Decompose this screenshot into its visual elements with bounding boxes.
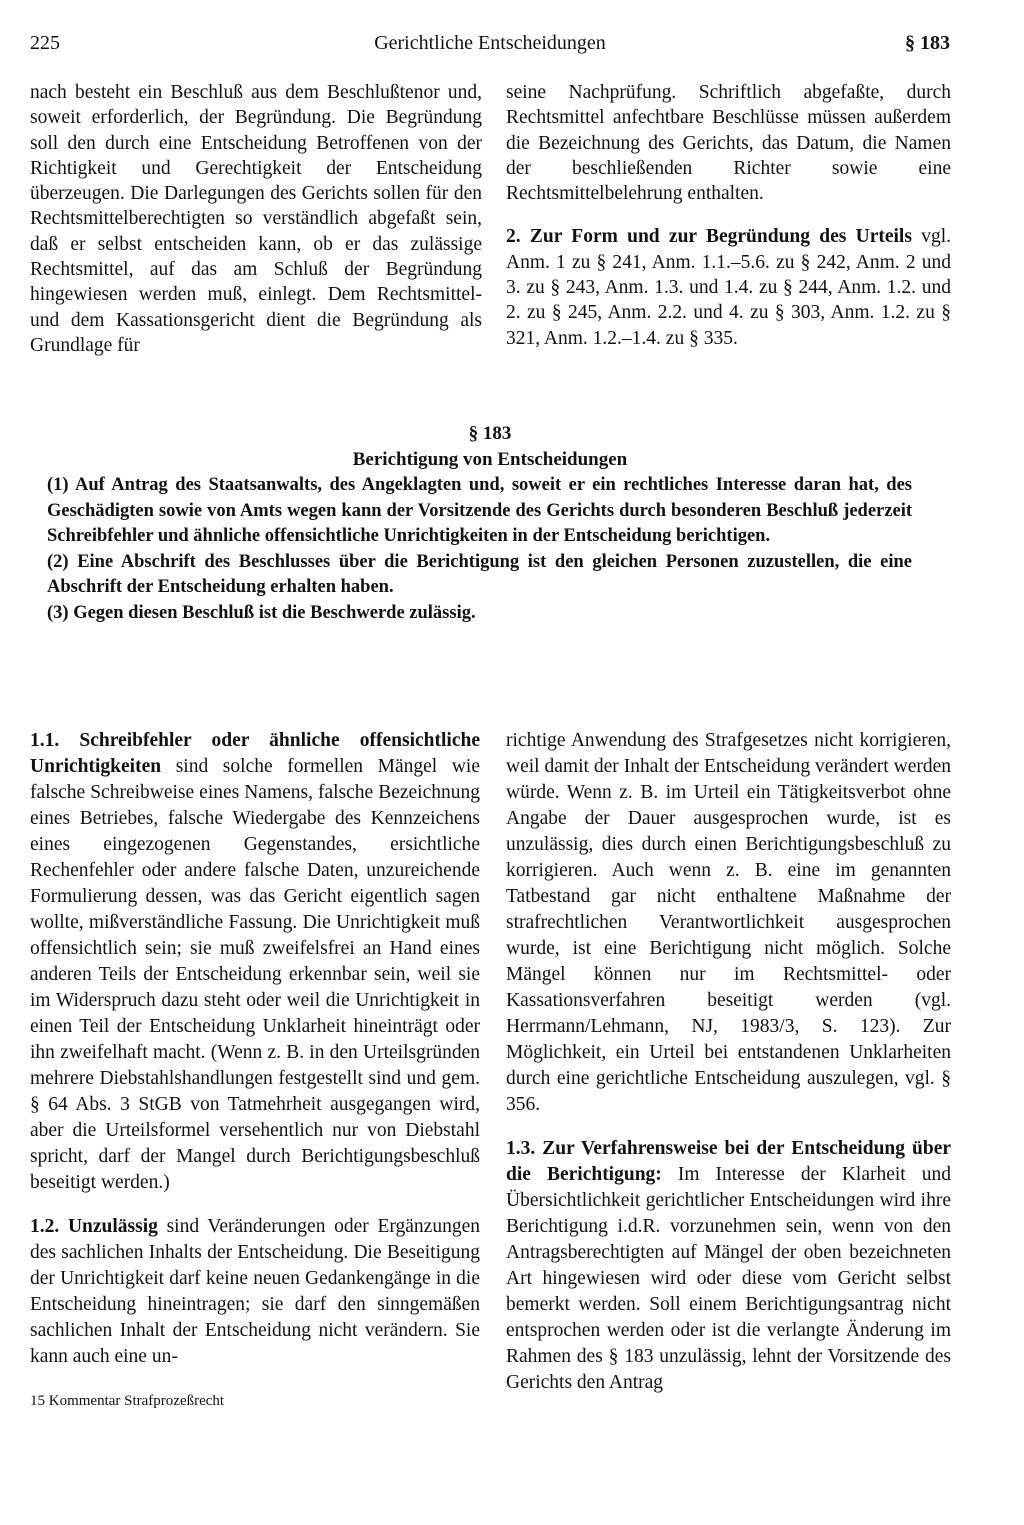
law-section-number: § 183 (468, 423, 512, 444)
commentary-right-column (506, 728, 951, 1396)
commentary-1-2 (30, 1214, 480, 1370)
paragraph-form-reference (506, 224, 951, 350)
paragraph: nach besteht ein Beschluß aus dem Beschlußtenor und, soweit erforderlich, der Begründung. Die Begründung soll den durch eine Entscheidung Betroffenen von der Richtigkeit und Gerechtigkeit der Entscheidung überzeugen. Die Darlegungen des Gerichts sollen für den Rechtsmittelberechtigten so verständlich abgefaßt sein, daß er selbst entscheiden kann, ob er das zulässige Rechtsmittel, auf das am Schluß der Begründung hingewiesen werden muß, einlegt. Dem Rechtsmittel- und dem Kassationsgericht dient die Begründung als Grundlage für (30, 82, 482, 356)
paragraph-text: vgl. Anm. 1 zu § 241, Anm. 1.1.–5.6. zu § 242, Anm. 2 und 3. zu § 243, Anm. 1.3. und 1.4. zu § 244, Anm. 1.2. und 2. zu § 245, Anm. 2.2. und 4. zu § 303, Anm. 1.2. zu § 321, Anm. 1.2.–1.4. zu § 335. (506, 226, 951, 349)
commentary-left-column (30, 728, 480, 1370)
law-text (47, 473, 912, 626)
running-title: Gerichtliche Entscheidungen (374, 32, 606, 54)
top-right-column (506, 80, 951, 351)
law-paragraph-3: (3) Gegen diesen Beschluß ist die Beschwerde zulässig. (47, 602, 476, 623)
commentary-text: sind Veränderungen oder Ergänzungen des sachlichen Inhalts der Entscheidung. Die Beseitigung der Unrichtigkeit darf keine neuen Gedankengänge in die Entscheidung hineintragen; sie darf den sinngemäßen sachlichen Inhalt der Entscheidung nicht verändern. Sie kann auch eine un- (30, 1216, 480, 1367)
commentary-heading: 1.3. Zur Verfahrensweise bei der Entscheidung über die Berichtigung: (506, 1138, 951, 1185)
paragraph: seine Nachprüfung. Schriftlich abgefaßte, durch Rechtsmittel anfechtbare Beschlüsse müssen außerdem die Bezeichnung des Gerichts, das Datum, die Namen der beschließenden Richter sowie eine Rechtsmittelbelehrung enthalten. (506, 82, 951, 205)
top-left-column (30, 80, 482, 358)
law-section-title: Berichtigung von Entscheidungen (352, 449, 628, 470)
page-number: 225 (30, 32, 60, 54)
paragraph-heading: 2. Zur Form und zur Begründung des Urteils (506, 226, 912, 248)
page-footer: 15 Kommentar Strafprozeßrecht (30, 1393, 225, 1409)
commentary-continuation: richtige Anwendung des Strafgesetzes nicht korrigieren, weil damit der Inhalt der Entscheidung verändert werden würde. Wenn z. B. im Urteil ein Tätigkeitsverbot ohne Angabe der Dauer ausgesprochen wurde, ist es unzulässig, dies durch einen Berichtigungsbeschluß zu korrigieren. Auch wenn z. B. eine im genannten Tatbestand gar nicht enthaltene Maßnahme der strafrechtlichen Verantwortlichkeit ausgesprochen wurde, ist eine Berichtigung nicht möglich. Solche Mängel können nur im Rechtsmittel- oder Kassationsverfahren beseitigt werden (vgl. Herrmann/Lehmann, NJ, 1983/3, S. 123). Zur Möglichkeit, ein Urteil bei entstandenen Unklarheiten durch eine gerichtliche Entscheidung auszulegen, vgl. § 356. (506, 730, 951, 1115)
commentary-1-3 (506, 1136, 951, 1396)
commentary-1-1 (30, 728, 480, 1196)
page-header (30, 32, 950, 60)
commentary-text: sind solche formellen Mängel wie falsche Schreibweise eines Namens, falsche Bezeichnung eines Betriebes, falsche Wiedergabe des Kennzeichens eines eingezogenen Gegenstandes, ersichtliche Rechenfehler oder andere falsche Daten, unzureichende Formulierung dessen, was das Gericht eigentlich sagen wollte, mißverständliche Fassung. Die Unrichtigkeit muß offensichtlich sein; sie muß zweifelsfrei an Hand eines anderen Teils der Entscheidung erkennbar sein, weil sie im Widerspruch dazu steht oder weil die Unrichtigkeit in einen Teil der Entscheidung Unklarheit hineinträgt oder ihn zweifelhaft macht. (Wenn z. B. in den Urteilsgründen mehrere Diebstahlshandlungen festgestellt sind und gem. § 64 Abs. 3 StGB von Tatmehrheit ausgegangen wird, aber die Urteilsformel versehentlich nur von Diebstahl spricht, darf der Mangel durch Berichtigungsbeschluß beseitigt werden.) (30, 756, 480, 1193)
commentary-heading: 1.2. Unzulässig (30, 1216, 158, 1237)
law-paragraph-2: (2) Eine Abschrift des Beschlusses über die Berichtigung ist den gleichen Personen zuzustellen, die eine Abschrift der Entscheidung erhalten haben. (47, 551, 912, 597)
law-paragraph-1: (1) Auf Antrag des Staatsanwalts, des Angeklagten und, soweit er ein rechtliches Interesse daran hat, des Geschädigten sowie von Amts wegen kann der Vorsitzende des Gerichts durch besonderen Beschluß jederzeit Schreibfehler und ähnliche offensichtliche Unrichtigkeiten in der Entscheidung berichtigen. (47, 475, 912, 546)
commentary-heading: 1.1. Schreibfehler oder ähnliche offensichtliche Unrichtigkeiten (30, 730, 480, 777)
section-marker: § 183 (905, 32, 950, 54)
commentary-text: Im Interesse der Klarheit und Übersichtlichkeit gerichtlicher Entscheidungen wird ihre Berichtigung i.d.R. vorzunehmen sein, wenn von den Antragsberechtigten auf Mängel der oben bezeichneten Art hingewiesen wird oder diese vom Gericht selbst bemerkt werden. Soll einem Berichtigungsantrag nicht entsprochen werden oder ist die verlangte Änderung im Rahmen des § 183 unzulässig, lehnt der Vorsitzende des Gerichts den Antrag (506, 1164, 952, 1393)
